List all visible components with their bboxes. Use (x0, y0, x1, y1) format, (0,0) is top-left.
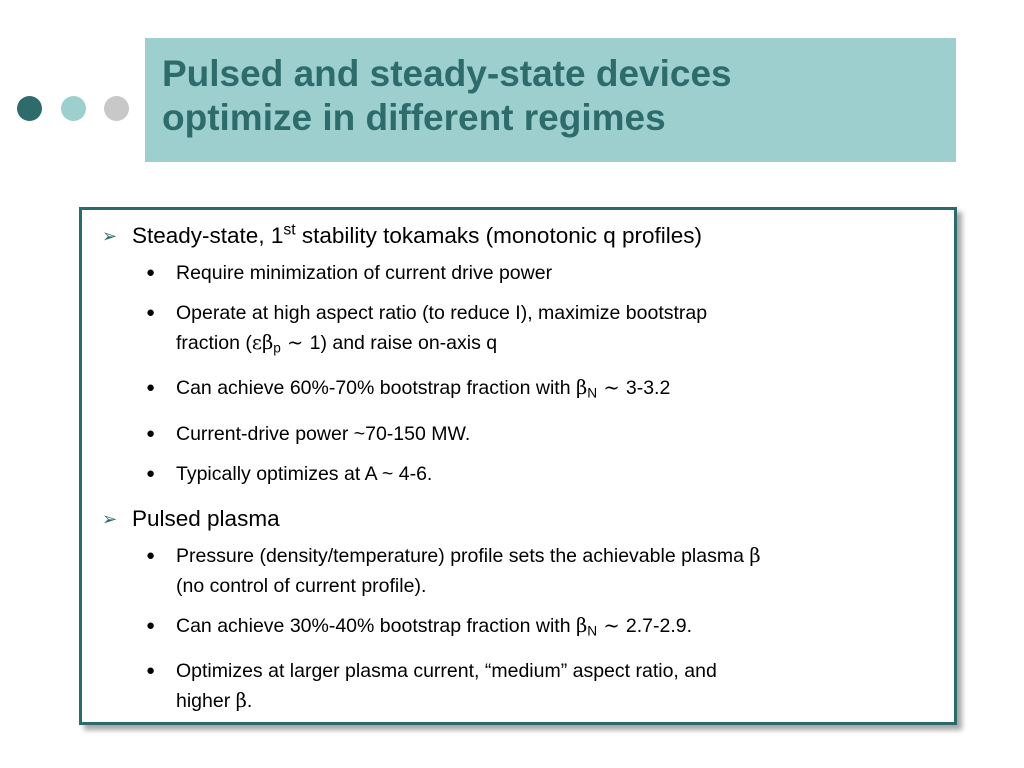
subscript: N (587, 623, 598, 639)
list-item-text: fraction ( (176, 332, 252, 354)
list-item (96, 298, 942, 363)
section-heading-steady-state (96, 222, 942, 250)
bullet-icon: ● (146, 379, 156, 397)
title-banner (145, 38, 956, 162)
list-item-text: Current-drive power ~70-150 MW. (176, 422, 471, 445)
beta-symbol: β (575, 613, 588, 637)
list-item (96, 459, 942, 489)
slide-title-line-1: Pulsed and steady-state devices (162, 53, 732, 94)
arrow-bullet-icon: ➢ (102, 226, 118, 246)
tilde-symbol: ~ (597, 613, 626, 637)
bullet-icon: ● (146, 662, 156, 680)
arrow-bullet-icon: ➢ (102, 508, 118, 529)
decorative-dot-light (104, 96, 129, 121)
list-item (96, 258, 942, 288)
bullet-icon: ● (146, 264, 156, 281)
content-box (79, 207, 957, 725)
list-item-text: Optimizes at larger plasma current, “medium” aspect ratio, and (176, 660, 717, 683)
heading-text: Pulsed plasma (132, 505, 280, 531)
subscript: N (587, 385, 598, 401)
list-item (96, 541, 942, 601)
tilde-symbol: ~ (597, 376, 626, 400)
beta-symbol: β (235, 689, 247, 713)
beta-symbol: β (261, 331, 274, 354)
list-item (96, 419, 942, 449)
list-item-text: higher (176, 690, 236, 713)
heading-superscript: st (283, 221, 296, 239)
section-heading-pulsed (96, 505, 942, 533)
list-item-text: Can achieve 60%-70% bootstrap fraction with (176, 377, 576, 400)
list-item-text: Can achieve 30%-40% bootstrap fraction with (176, 614, 576, 637)
list-item-text: Pressure (density/temperature) profile sets the achievable plasma (176, 544, 750, 567)
slide-title-line-2: optimize in different regimes (162, 97, 666, 138)
list-item (96, 611, 942, 646)
heading-text-rest: stability tokamaks (monotonic q profiles) (295, 223, 703, 248)
list-item-text: Operate at high aspect ratio (to reduce I), maximize bootstrap (176, 302, 708, 324)
subscript: p (273, 340, 281, 356)
list-item-text: . (246, 690, 253, 713)
list-item-text: Typically optimizes at A ~ 4-6. (176, 462, 433, 485)
decorative-dot-mid (61, 96, 86, 121)
list-item-text: Require minimization of current drive power (176, 262, 553, 284)
list-item (96, 656, 942, 716)
beta-symbol: β (749, 543, 761, 567)
bullet-icon: ● (146, 424, 156, 442)
list-item (96, 373, 942, 408)
bullet-icon: ● (146, 616, 156, 634)
beta-symbol: β (575, 376, 588, 400)
bullet-icon: ● (146, 464, 156, 482)
list-item-text: 1) and raise on-axis q (309, 332, 498, 354)
epsilon-symbol: ε (251, 331, 262, 354)
list-item-text: 2.7-2.9. (625, 614, 693, 637)
bullet-icon: ● (146, 304, 156, 321)
heading-text: Steady-state, 1 (132, 223, 284, 248)
list-item-text: (no control of current profile). (176, 574, 427, 597)
tilde-symbol: ~ (280, 331, 310, 354)
list-item-text: 3-3.2 (625, 377, 671, 400)
slide-title (162, 52, 942, 140)
decorative-dot-dark (17, 96, 42, 121)
bullet-icon: ● (146, 546, 156, 564)
